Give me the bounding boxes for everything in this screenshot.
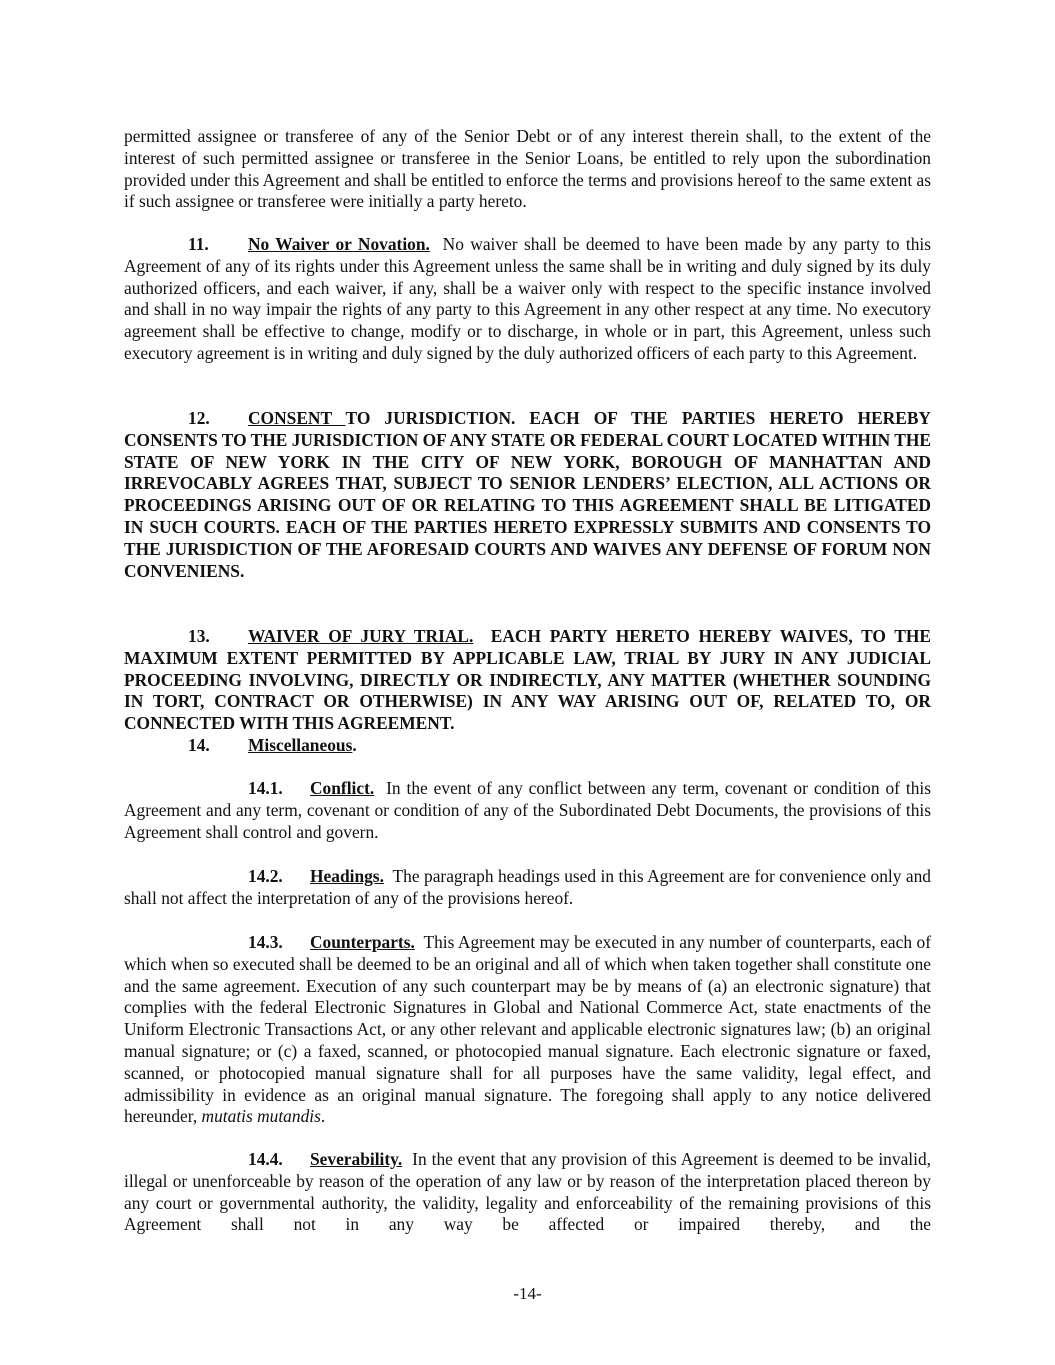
section-14-3	[124, 932, 931, 1128]
section-14-1	[124, 778, 931, 843]
page-number: -14-	[513, 1284, 542, 1303]
section-14	[124, 735, 931, 757]
section-body: TO JURISDICTION. EACH OF THE PARTIES HERETO HEREBY CONSENTS TO THE JURISDICTION OF ANY STATE OR FEDERAL COURT LOCATED WITHIN THE STATE OF NEW YORK IN THE CITY OF NEW YORK, BOROUGH OF MANHATTAN AND IRREVOCABLY AGREES THAT, SUBJECT TO SENIOR LENDERS’ ELECTION, ALL ACTIONS OR PROCEEDINGS ARISING OUT OF OR RELATING TO THIS AGREEMENT SHALL BE LITIGATED IN SUCH COURTS. EACH OF THE PARTIES HERETO EXPRESSLY SUBMITS AND CONSENTS TO THE JURISDICTION OF THE AFORESAID COURTS AND WAIVES ANY DEFENSE OF FORUM NON CONVENIENS.	[124, 408, 931, 581]
section-number: 14.	[188, 735, 210, 755]
section-13	[124, 626, 931, 735]
section-heading: Severability.	[310, 1149, 403, 1169]
section-body: The paragraph headings used in this Agreement are for convenience only and shall not affect the interpretation of any of the provisions hereof.	[124, 866, 931, 908]
section-heading: Counterparts.	[310, 932, 415, 952]
section-body: No waiver shall be deemed to have been made by any party to this Agreement of any of its rights under this Agreement unless the same shall be in writing and duly signed by its duly authorized officers, and each waiver, if any, shall be a waiver only with respect to the specific instance involved and shall in no way impair the rights of any party to this Agreement in any other respect at any time. No executory agreement shall be effective to change, modify or to discharge, in whole or in part, this Agreement, unless such executory agreement is in writing and duly signed by the duly authorized officers of each party to this Agreement.	[124, 234, 932, 363]
section-body: In the event that any provision of this Agreement is deemed to be invalid, illegal or unenforceable by reason of the operation of any law or by reason of the interpretation placed thereon by any court or governmental authority, the validity, legality and enforceability of the remaining provisions of this Agreement shall not in any way be affected or impaired thereby, and the	[124, 1149, 931, 1235]
section-number: 14.4.	[248, 1149, 283, 1169]
section-11	[124, 234, 931, 365]
section-number: 14.2.	[248, 866, 283, 886]
section-number: 13.	[188, 626, 210, 646]
section-number: 14.3.	[248, 932, 283, 952]
section-12	[124, 408, 931, 582]
section-14-2	[124, 866, 931, 910]
section-number: 12.	[188, 408, 210, 428]
section-heading: Headings.	[310, 866, 384, 886]
section-body: In the event of any conflict between any term, covenant or condition of this Agreement and any term, covenant or condition of any of the Subordinated Debt Documents, the provisions of this Agreement shall control and govern.	[124, 778, 931, 842]
section-number: 11.	[188, 234, 209, 254]
section-heading: Miscellaneous	[248, 735, 353, 755]
end-period: .	[320, 1106, 326, 1127]
section-14-4	[124, 1149, 931, 1236]
paragraph-text: permitted assignee or transferee of any of the Senior Debt or of any interest therein shall, to the extent of the interest of such permitted assignee or transferee in the Senior Loans, be entitled to rely upon the subordination provided under this Agreement and shall be entitled to enforce the terms and provisions hereof to the same extent as if such assignee or transferee were initially a party hereto.	[124, 126, 931, 212]
heading-period: .	[352, 735, 357, 755]
section-heading: Conflict.	[310, 778, 375, 798]
section-heading: CONSENT	[248, 408, 346, 428]
section-number: 14.1.	[248, 778, 283, 798]
section-body: EACH PARTY HERETO HEREBY WAIVES, TO THE MAXIMUM EXTENT PERMITTED BY APPLICABLE LAW, TRIAL BY JURY IN ANY JUDICIAL PROCEEDING INVOLVING, DIRECTLY OR INDIRECTLY, ANY MATTER (WHETHER SOUNDING IN TORT, CONTRACT OR OTHERWISE) IN ANY WAY ARISING OUT OF, RELATED TO, OR CONNECTED WITH THIS AGREEMENT.	[124, 626, 931, 734]
section-heading: No Waiver or Novation.	[248, 234, 430, 254]
paragraph-intro	[124, 126, 931, 213]
section-heading: WAIVER OF JURY TRIAL.	[248, 626, 474, 646]
section-body: This Agreement may be executed in any number of counterparts, each of which when so executed shall be deemed to be an original and all of which when taken together shall constitute one and the same agreement. Execution of any such counterpart may be by means of (a) an electronic signature) that complies with the federal Electronic Signatures in Global and National Commerce Act, state enactments of the Uniform Electronic Transactions Act, or any other relevant and applicable electronic signatures law; (b) an original manual signature; or (c) a faxed, scanned, or photocopied manual signature. Each electronic signature or faxed, scanned, or photocopied manual signature shall for all purposes have the same validity, legal effect, and admissibility in evidence as an original manual signature. The foregoing shall apply to any notice delivered hereunder,	[124, 932, 931, 1127]
italic-term: mutatis mutandis	[201, 1106, 321, 1127]
